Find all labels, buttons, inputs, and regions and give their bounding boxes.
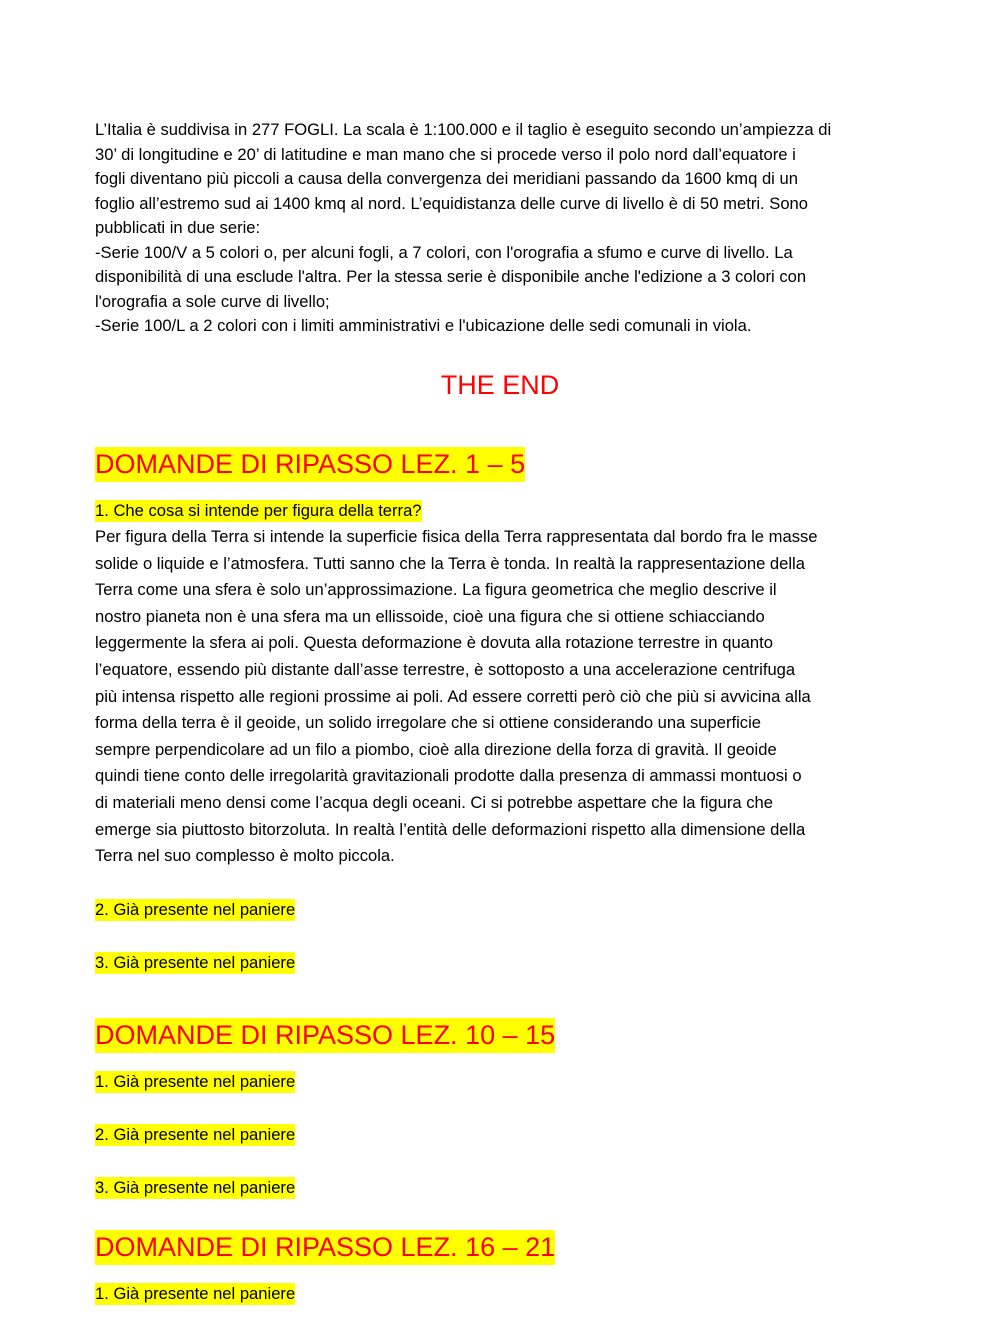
- answer-line: quindi tiene conto delle irregolarità gravitazionali prodotte dalla presenza di ammassi montuosi o: [95, 766, 802, 786]
- intro-line: disponibilità di una esclude l'altra. Per la stessa serie è disponibile anche l'edizione a 3 colori con: [95, 267, 807, 286]
- answer-line: sempre perpendicolare ad un filo a piombo, cioè alla direzione della forza di gravità. Il geoide: [95, 739, 777, 759]
- answer-1: [95, 524, 905, 870]
- question-text: 1. Che cosa si intende per figura della terra?: [95, 501, 422, 520]
- the-end-heading: THE END: [440, 370, 560, 400]
- section-title-lez-1-5: [95, 447, 525, 482]
- answer-line: Per figura della Terra si intende la superficie fisica della Terra rappresentata dal bordo fra le masse: [95, 527, 818, 546]
- intro-line: foglio all’estremo sud ai 1400 kmq al nord. L’equidistanza delle curve di livello è di 50 metri. Sono: [95, 193, 809, 213]
- section-title-lez-16-21: [95, 1230, 555, 1265]
- question-1: [95, 1283, 295, 1305]
- question-1: [95, 1071, 295, 1093]
- answer-line: leggermente la sfera ai poli. Questa deformazione è dovuta alla rotazione terrestre in quanto: [95, 633, 773, 653]
- answer-line: Terra come una sfera è solo un’approssimazione. La figura geometrica che meglio descrive il: [95, 580, 777, 600]
- answer-line: l’equatore, essendo più distante dall’asse terrestre, è sottoposto a una accelerazione centrifuga: [95, 659, 796, 679]
- question-text: 2. Già presente nel paniere: [95, 900, 296, 919]
- intro-line: 30’ di longitudine e 20’ di latitudine e man mano che si procede verso il polo nord dall’equatore i: [95, 144, 796, 164]
- answer-line: solide o liquide e l’atmosfera. Tutti sanno che la Terra è tonda. In realtà la rappresentazione della: [95, 553, 805, 573]
- question-text: 1. Già presente nel paniere: [95, 1072, 296, 1091]
- question-text: 3. Già presente nel paniere: [95, 1178, 296, 1197]
- section-title-text: DOMANDE DI RIPASSO LEZ. 16 – 21: [95, 1230, 555, 1265]
- section-title-lez-10-15: [95, 1018, 555, 1053]
- intro-paragraph: [95, 118, 905, 339]
- question-text: 1. Già presente nel paniere: [95, 1284, 296, 1303]
- intro-line: fogli diventano più piccoli a causa della convergenza dei meridiani passando da 1600 kmq di un: [95, 169, 798, 188]
- section-title-text: DOMANDE DI RIPASSO LEZ. 10 – 15: [95, 1018, 555, 1053]
- answer-line: forma della terra è il geoide, un solido irregolare che si ottiene considerando una superficie: [95, 713, 761, 733]
- answer-line: emerge sia piuttosto bitorzoluta. In realtà l’entità delle deformazioni rispetto alla dimensione della: [95, 819, 806, 839]
- question-2: [95, 899, 295, 921]
- question-1: [95, 500, 422, 522]
- answer-line: Terra nel suo complesso è molto piccola.: [95, 846, 395, 866]
- intro-line: L’Italia è suddivisa in 277 FOGLI. La scala è 1:100.000 e il taglio è eseguito secondo un’ampiezza di: [95, 120, 832, 139]
- question-text: 2. Già presente nel paniere: [95, 1125, 296, 1144]
- section-title-text: DOMANDE DI RIPASSO LEZ. 1 – 5: [95, 447, 525, 482]
- question-text: 3. Già presente nel paniere: [95, 953, 296, 972]
- answer-line: più intensa rispetto alle regioni prossime ai poli. Ad essere corretti però ciò che più si avvicina alla: [95, 686, 811, 706]
- question-3: [95, 952, 295, 974]
- intro-line: -Serie 100/V a 5 colori o, per alcuni fogli, a 7 colori, con l'orografia a sfumo e curve di livello. La: [95, 242, 793, 262]
- intro-line: pubblicati in due serie:: [95, 218, 261, 237]
- answer-line: di materiali meno densi come l’acqua degli oceani. Ci si potrebbe aspettare che la figura che: [95, 792, 773, 812]
- question-2: [95, 1124, 295, 1146]
- question-3: [95, 1177, 295, 1199]
- answer-line: nostro pianeta non è una sfera ma un ellissoide, cioè una figura che si ottiene schiacciando: [95, 606, 765, 626]
- intro-line: -Serie 100/L a 2 colori con i limiti amministrativi e l'ubicazione delle sedi comunali in viola.: [95, 316, 752, 335]
- intro-line: l'orografia a sole curve di livello;: [95, 291, 330, 311]
- document-page: [95, 118, 905, 1303]
